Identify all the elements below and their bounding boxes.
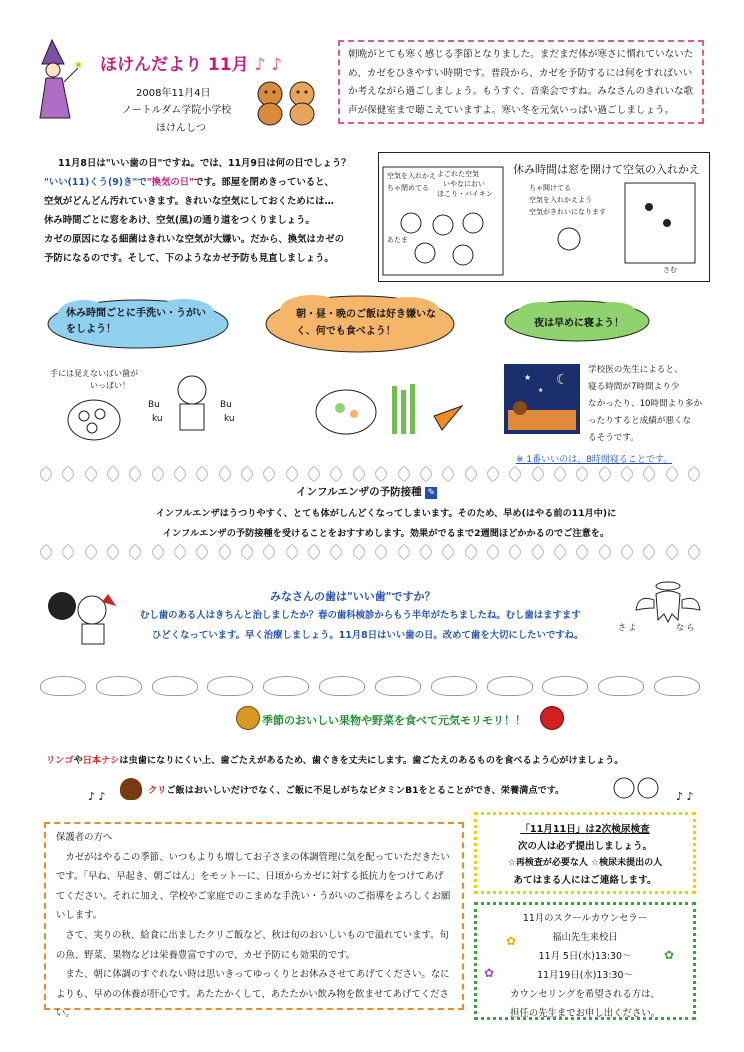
angel-text-right: な ら [676, 623, 695, 632]
notes-left: ♪ ♪ [88, 790, 106, 803]
school-name: ノートルダム学院小学校 [122, 105, 232, 116]
comic-bubble-2: ちゃ閉めてる [387, 184, 429, 192]
office-name: ほけんしつ [156, 123, 206, 134]
chestnut-icon [120, 778, 142, 800]
flu-title: インフルエンザの予防接種 ✎ [296, 484, 437, 499]
leaf-border-top [40, 468, 700, 482]
comic-bubble-6: ちゃ開けてる [529, 184, 571, 192]
air-line-3: 空気がどんどん汚れていきます。きれいな空気にしておくためには… [44, 196, 334, 207]
svg-text:★: ★ [74, 60, 83, 71]
comic-bubble-3: よごれた空気 [437, 170, 479, 178]
checkup-line-1: 「11月11日」は2次検尿検査 [520, 824, 650, 835]
air-line-6: 予防になるのです。そして、下のようなカゼ予防も見直しましょう。 [44, 253, 334, 264]
parents-paragraph-3: また、朝に体調のすぐれない時は思いきってゆっくりとお休みさせてあげてください。なによりも、早めの休養が肝心です。あたたかくして、あたたかい飲み物を飲ませてあげてください。 [56, 969, 450, 1020]
handwash-cloud [44, 296, 232, 352]
counselor-name: 福山先生来校日 [552, 932, 618, 943]
pear-icon [236, 706, 260, 730]
gargle-illustration [148, 370, 244, 440]
flu-line-2: インフルエンザの予防接種を受けることをおすすめします。効果がでるまで2週間ほどかかるのでご注意を。 [162, 528, 610, 539]
meals-cloud [262, 292, 458, 356]
angel-tooth-illustration [618, 580, 706, 636]
counselor-title: 11月のスクールカウンセラー [522, 913, 648, 924]
checkup-box [474, 812, 696, 894]
intro-box [338, 40, 704, 124]
gargle-sound-2: ku [152, 414, 163, 424]
star-icon-purple: ✿ [484, 966, 495, 980]
bears-illustration [250, 76, 324, 126]
air-line-4: 休み時間ごとに窓をあけ、空気(風)の通り道をつくりましょう。 [44, 215, 315, 226]
fruits-line-1: リンゴや日本ナシは虫歯になりにくい上、歯ごたえがあるため、歯ぐきを丈夫にします。歯ごたえのあるものを食べるよう心がけましょう。 [46, 755, 624, 766]
star-icon-green: ✿ [664, 948, 675, 962]
teeth-title: みなさんの歯は"いい歯"ですか？ [270, 590, 436, 603]
comic-bubble-9: あたま [387, 236, 408, 244]
teeth-line-1: むし歯のある人はきちんと治しましたか？春の歯科検診からもう半年がたちましたね。むし歯はますます [140, 610, 581, 621]
angel-text-left: さ よ [618, 623, 637, 632]
ventilation-comic [378, 152, 710, 282]
sleep-cloud-text: 夜は早めに寝よう！ [534, 318, 624, 329]
checkup-line-4: あてはまる人にはご連絡します。 [513, 875, 657, 886]
comic-bubble-5: ほこり・バイキン [437, 190, 493, 198]
checkup-line-2: 次の人は必ず提出しましょう。 [517, 841, 653, 852]
counselor-date-1: 11月 5日(水)13:30～ [538, 951, 632, 962]
flu-line-1: インフルエンザはうつりやすく、とても体がしんどくなってしまいます。そのため、早め(はやる前の11月中)に [155, 508, 617, 519]
counselor-line-1: カウンセリングを希望される方は、 [510, 989, 660, 1000]
intro-text: 朝晩がとても寒く感じる季節となりました。まだまだ体が寒さに慣れていないため、カゼをひきやすい時期です。普段から、カゼを予防するには何をすればいいか考えながら過ごしましょう。もうすぐ、音楽会ですね。みなさんのきれいな歌声が保健室まで聴こえていますよ。寒い冬を元気いっぱい過ごしましょう。 [348, 49, 694, 116]
germ-caption: 手には見えないばい菌が いっぱい！ [50, 369, 138, 390]
gargle-sound-4: ku [224, 414, 235, 424]
air-line-1: 11月8日は"いい歯の日"ですね。では、11月9日は何の日でしょう？ [58, 158, 351, 169]
food-illustration [302, 366, 466, 440]
leaf-border-bottom [40, 546, 700, 560]
issue-date: 2008年11月4日 [136, 88, 211, 99]
sleep-cloud [502, 298, 652, 344]
page-title: ほけんだより 11月 ♪ ♪ [100, 55, 283, 75]
svg-text:★: ★ [524, 373, 532, 382]
meals-text: 朝・昼・晩のご飯は好き嫌いなく、何でも食べよう！ [296, 309, 436, 337]
air-line-2: "いい(11)くう(9)き"で"換気の日"です。部屋を閉めきっていると、 [44, 177, 334, 188]
checkup-line-3: ☆再検査が必要な人 ☆検尿未提出の人 [507, 858, 663, 868]
tooth-border [40, 676, 700, 698]
counselor-line-2: 担任の先生までお申し出ください。 [509, 1008, 660, 1019]
handwash-text: 休み時間ごとに手洗い・うがいをしよう！ [66, 308, 206, 335]
air-article [44, 154, 384, 268]
comic-bubble-10: さむ [663, 266, 677, 274]
fruits-title: 季節のおいしい果物や野菜を食べて元気モリモリ！！ [262, 714, 526, 727]
counselor-box [474, 902, 696, 1020]
smiley-faces-illustration [612, 776, 660, 800]
star-icon-yellow: ✿ [506, 934, 517, 948]
decay-tooth-illustration [42, 584, 122, 648]
pencil-icon: ✎ [425, 487, 437, 499]
sleep-research-text: 学校医の先生によると、 寝る時間が7時間より少 なかったり、10時間より多か ったりすると成績が悪くな るそうです。 [588, 365, 703, 443]
notes-right: ♪ ♪ [676, 790, 694, 803]
svg-text:★: ★ [538, 387, 544, 394]
apple-icon [540, 706, 564, 730]
gargle-sound-3: Bu [220, 400, 232, 410]
counselor-date-2: 11月19日(水)13:30～ [537, 970, 633, 981]
witch-illustration [38, 38, 84, 122]
fruits-line-2: クリご飯はおいしいだけでなく、ご飯に不足しがちなビタミンB1をとることができ、栄養満点です。 [148, 785, 565, 796]
comic-title: 休み時間は窓を開けて空気の入れかえ [513, 163, 700, 176]
comic-bubble-7: 空気を入れかえよう [529, 196, 592, 204]
parents-box [44, 822, 464, 1020]
sleep-illustration [504, 364, 580, 434]
gargle-sound-1: Bu [148, 400, 160, 410]
comic-bubble-8: 空気がきれいになります [529, 208, 606, 216]
comic-bubble-1: 空気を入れかえ [387, 172, 436, 180]
air-line-5: カゼの原因になる細菌はきれいな空気が大嫌い。だから、換気はカゼの [44, 234, 345, 245]
teeth-line-2: ひどくなっています。早く治療しましょう。11月8日はいい歯の日。改めて歯を大切にしたいですね。 [152, 630, 584, 641]
sleep-note: ※ 1番いいのは、8時間寝ることです。 [516, 455, 673, 465]
parents-heading: 保護者の方へ [56, 832, 113, 843]
parents-paragraph-1: カゼがはやるこの季節、いつもよりも増してお子さまの体調管理に気を配っていただきたいです。「早ね、早起き、朝ごはん」をモットーに、日頃からカゼに対する抵抗力をつけてあげてください。それに加え、学校やご家庭でのこまめな手洗い・うがいのご指導をよろしくお願いします。 [56, 851, 451, 922]
flu-body [96, 504, 676, 544]
svg-text:☾: ☾ [556, 372, 569, 388]
comic-bubble-4: いやなにおい [443, 180, 485, 188]
germ-hand-illustration [58, 392, 128, 442]
parents-paragraph-2: さて、実りの秋、給食に出ましたクリご飯など、秋は旬のおいしいもので溢れています。旬の魚、野菜、果物などは栄養豊富ですので、カゼ予防にも効果的です。 [56, 929, 449, 961]
teeth-body [140, 606, 620, 646]
